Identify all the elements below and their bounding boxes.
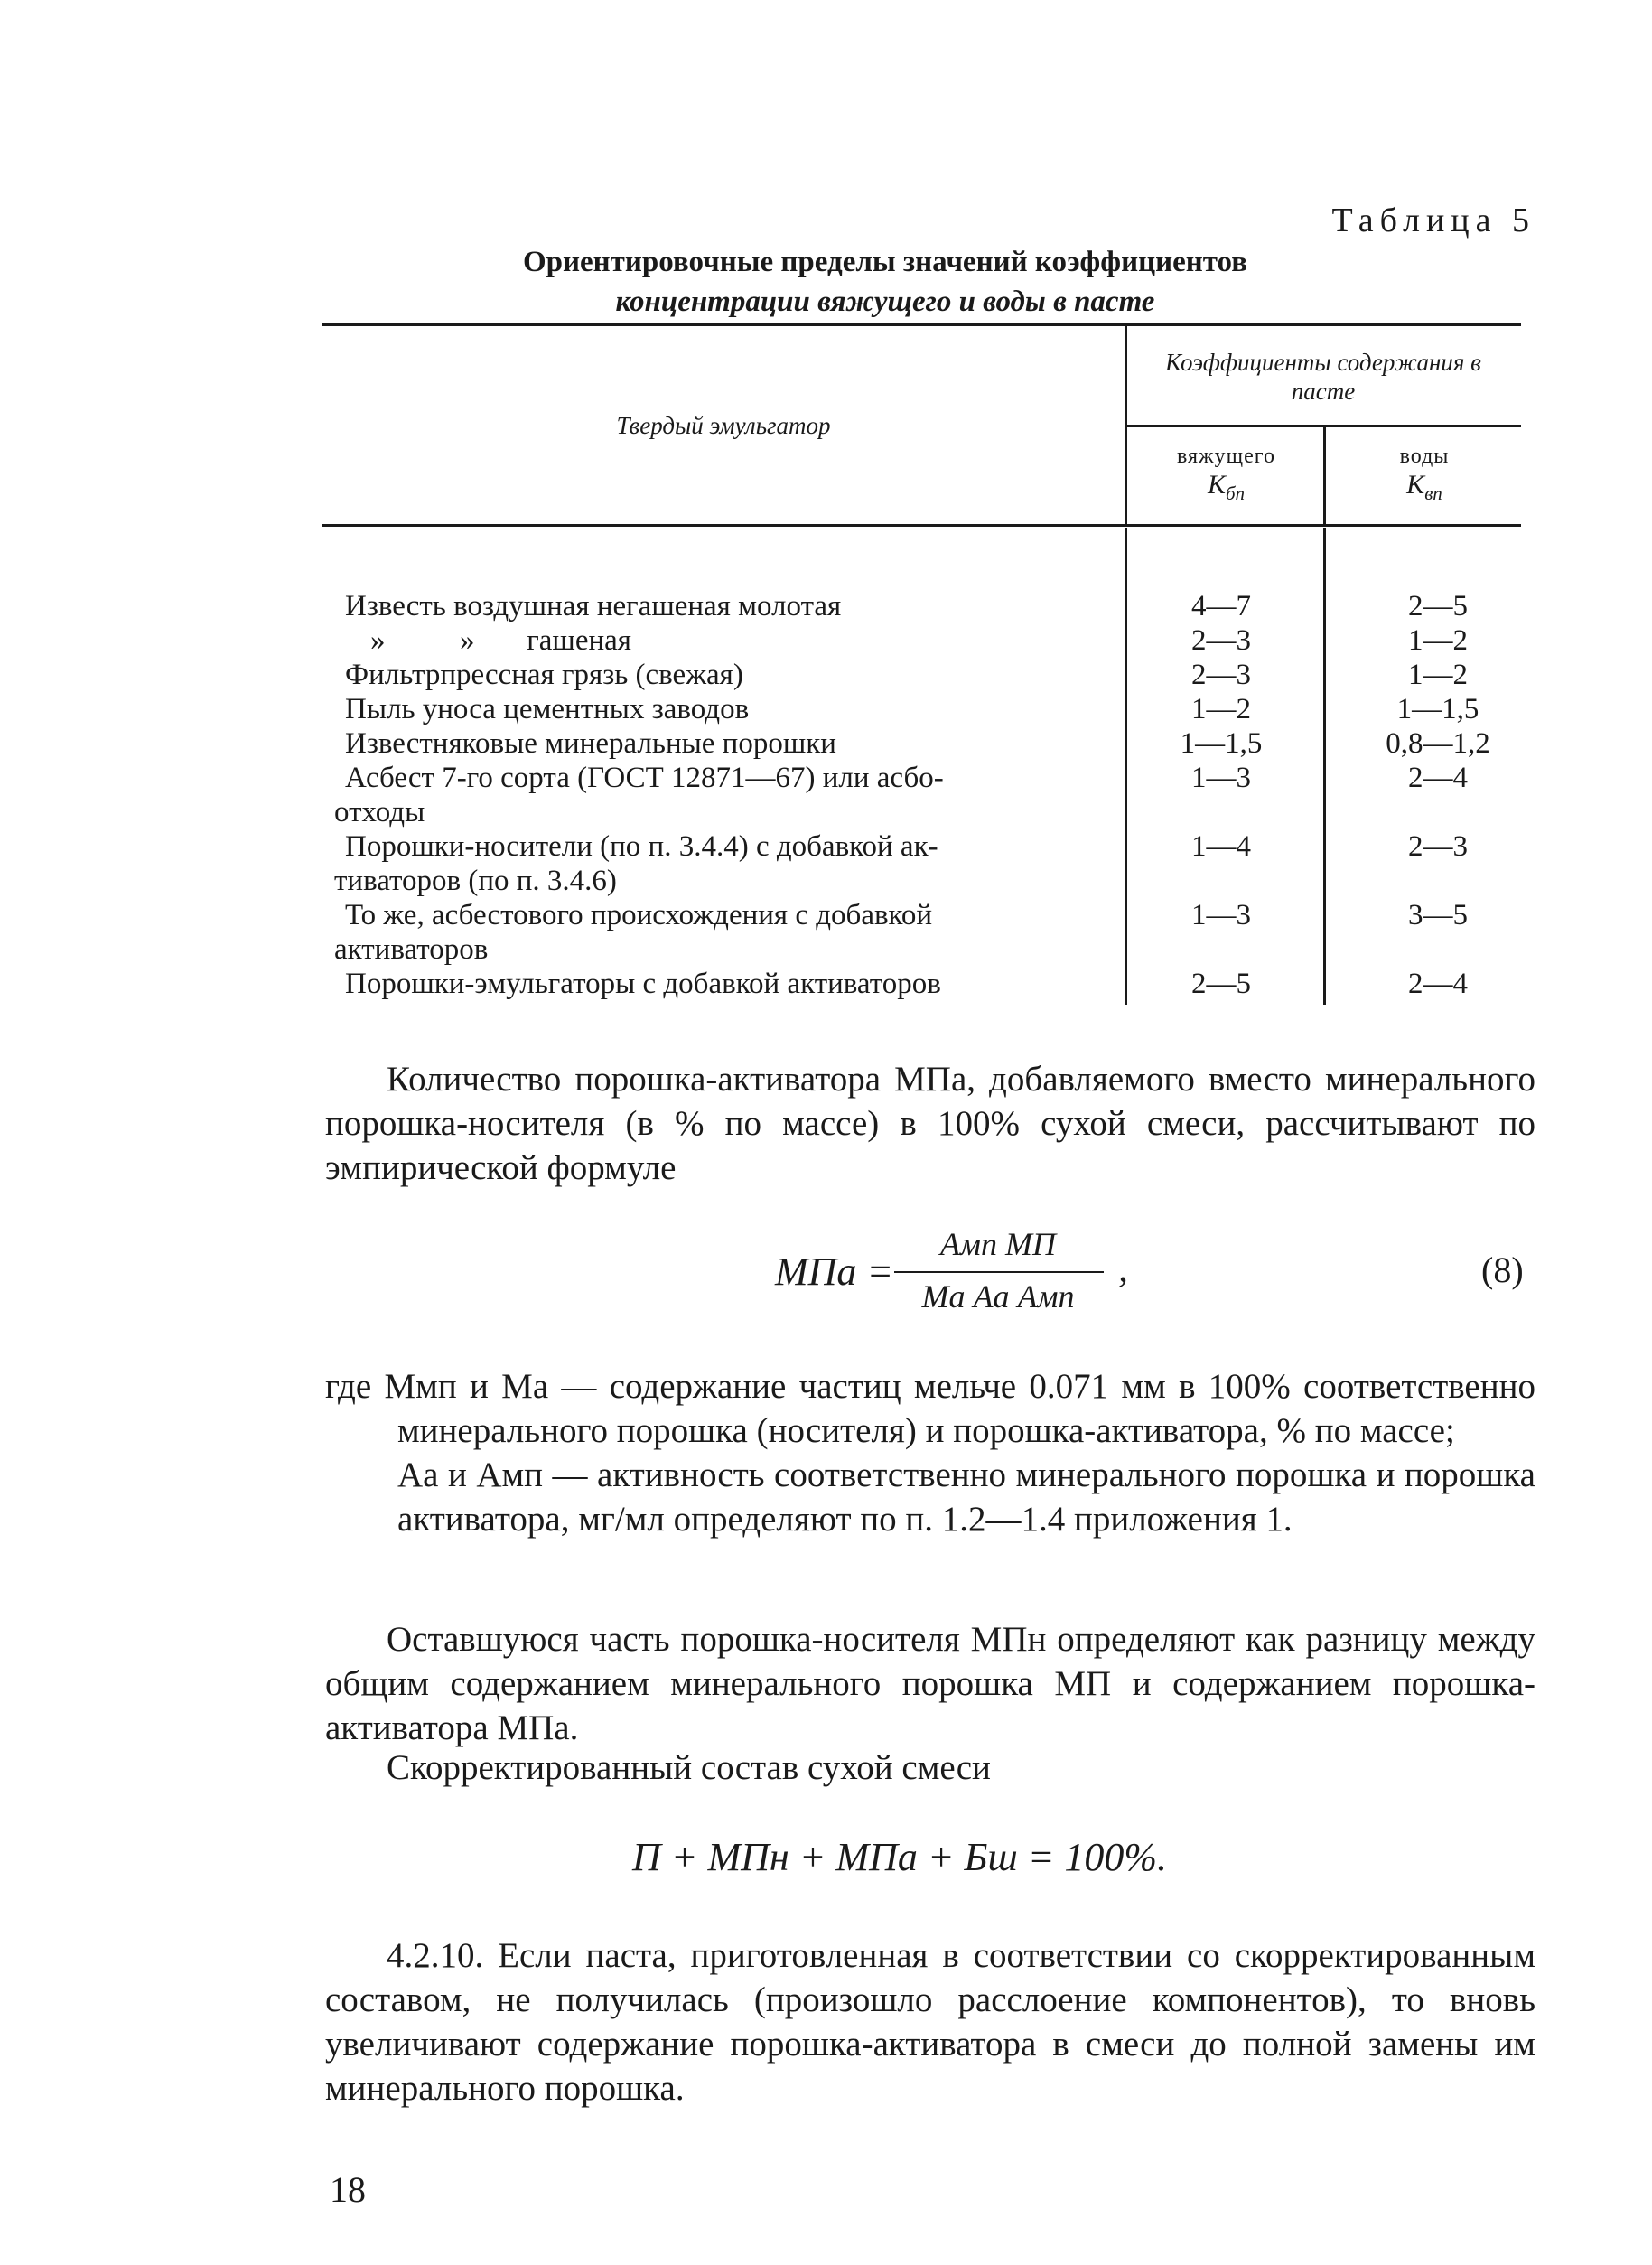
row-name-line-1: Порошки-носители (по п. 3.4.4) с добавкой ак-	[345, 830, 938, 863]
row-name-line-1: То же, асбестового происхождения с добавкой	[345, 899, 933, 931]
table-header-coefficients: Коэффициенты содержания в пасте	[1165, 349, 1481, 405]
table-row	[345, 589, 1610, 623]
row-name: Известь воздушная негашеная молотая	[345, 590, 842, 622]
row-binder: 2—3	[1191, 659, 1251, 691]
table-top-rule	[322, 323, 1521, 326]
legend-line-a: Aа и Aмп — активность соответственно минерального порошка и порошка активатора, мг/мл определяют по п. 1.2—1.4 приложения 1.	[397, 1455, 1535, 1539]
row-water: 2—4	[1408, 762, 1468, 794]
formula-8-numerator: Aмп МП	[940, 1226, 1056, 1262]
row-water: 1—2	[1408, 659, 1468, 691]
page-number: 18	[330, 2169, 366, 2210]
table-number-label: Таблица 5	[1331, 201, 1535, 239]
legend-line-m: где Mмп и Mа — содержание частиц мельче 0.071 мм в 100% соответственно минерального порошка (носителя) и порошка-активатора, % по массе;	[325, 1367, 1535, 1450]
row-binder: 1—1,5	[1180, 727, 1263, 760]
table-header-binder-symbol: $K_{бп}$	[1207, 470, 1246, 504]
row-name	[334, 829, 1099, 898]
row-name-line-2: отходы	[334, 796, 425, 828]
row-name-line-2: тиваторов (по п. 3.4.6)	[334, 865, 617, 897]
table-title-line-1: Ориентировочные пределы значений коэффициентов	[522, 246, 1248, 278]
formula-8-comma: ,	[1118, 1246, 1128, 1290]
table-header-binder: вяжущего	[1176, 445, 1275, 468]
table-row	[345, 692, 1610, 726]
table-header-water-symbol: $K_{вп}$	[1406, 470, 1442, 504]
row-binder: 1—3	[1191, 762, 1251, 794]
row-water: 1—2	[1408, 624, 1468, 657]
table-row	[334, 761, 1610, 829]
paragraph-4-2-10: 4.2.10. Если паста, приготовленная в соответствии со скорректированным составом, не получилась (произошло расслоение компонентов), то вновь увеличивают содержание порошка-активатора в смеси до полной замены им минерального порошка.	[325, 1936, 1535, 2108]
formula-8-lhs: МПа =	[775, 1249, 894, 1294]
table-row	[345, 623, 1610, 658]
row-name-line-2: активаторов	[334, 933, 489, 966]
paragraph-activator-amount: Количество порошка-активатора МПа, добавляемого вместо минерального порошка-носителя (в % по массе) в 100% сухой смеси, рассчитывают по эмпирической формуле	[325, 1060, 1535, 1187]
row-water: 2—3	[1408, 830, 1468, 863]
table-title-line-2: концентрации вяжущего и воды в пасте	[615, 285, 1155, 318]
table-column-divider-2	[1323, 425, 1326, 526]
row-name: Порошки-эмульгаторы с добавкой активаторов	[345, 968, 941, 1000]
paragraph-remaining-carrier: Оставшуюся часть порошка-носителя МПн определяют как разницу между общим содержанием минерального порошка МП и содержанием порошка-активатора МПа.	[325, 1620, 1535, 1747]
table-row	[334, 898, 1610, 967]
row-binder: 4—7	[1191, 590, 1251, 622]
table-header-water: воды	[1399, 445, 1450, 468]
row-water: 1—1,5	[1396, 693, 1479, 725]
row-name	[334, 761, 1099, 829]
row-name: Известняковые минеральные порошки	[345, 727, 836, 760]
row-binder: 1—2	[1191, 693, 1251, 725]
row-water: 3—5	[1408, 899, 1468, 931]
row-name: Фильтрпрессная грязь (свежая)	[345, 659, 743, 691]
row-binder: 2—3	[1191, 624, 1251, 657]
table-row	[345, 726, 1610, 761]
table-row	[345, 658, 1610, 692]
paragraph-corrected-composition: Скорректированный состав сухой смеси	[387, 1748, 991, 1787]
table-column-divider-1	[1125, 325, 1127, 526]
row-name: » » гашеная	[370, 624, 631, 657]
table-row	[334, 829, 1610, 898]
formula-legend	[325, 1364, 1535, 1541]
row-name	[334, 898, 1099, 967]
row-name: Пыль уноса цементных заводов	[345, 693, 750, 725]
row-water: 0,8—1,2	[1386, 727, 1490, 760]
formula-8-denominator: Mа Aа Aмп	[921, 1278, 1075, 1315]
table-header-emulsifier: Твердый эмульгатор	[616, 412, 831, 439]
row-binder: 2—5	[1191, 968, 1251, 1000]
row-binder: 1—3	[1191, 899, 1251, 931]
formula-8-number: (8)	[1481, 1249, 1524, 1290]
formula-8-fraction-bar	[894, 1271, 1104, 1273]
row-water: 2—5	[1408, 590, 1468, 622]
table-title	[321, 242, 1450, 322]
row-name-line-1: Асбест 7-го сорта (ГОСТ 12871—67) или асбо-	[345, 762, 944, 794]
formula-sum: П + МПн + МПа + Бш = 100%.	[632, 1835, 1168, 1879]
row-water: 2—4	[1408, 968, 1468, 1000]
table-header-bottom-rule	[322, 524, 1521, 527]
table-row	[345, 967, 1610, 1001]
table-body	[334, 589, 1610, 1001]
row-binder: 1—4	[1191, 830, 1251, 863]
